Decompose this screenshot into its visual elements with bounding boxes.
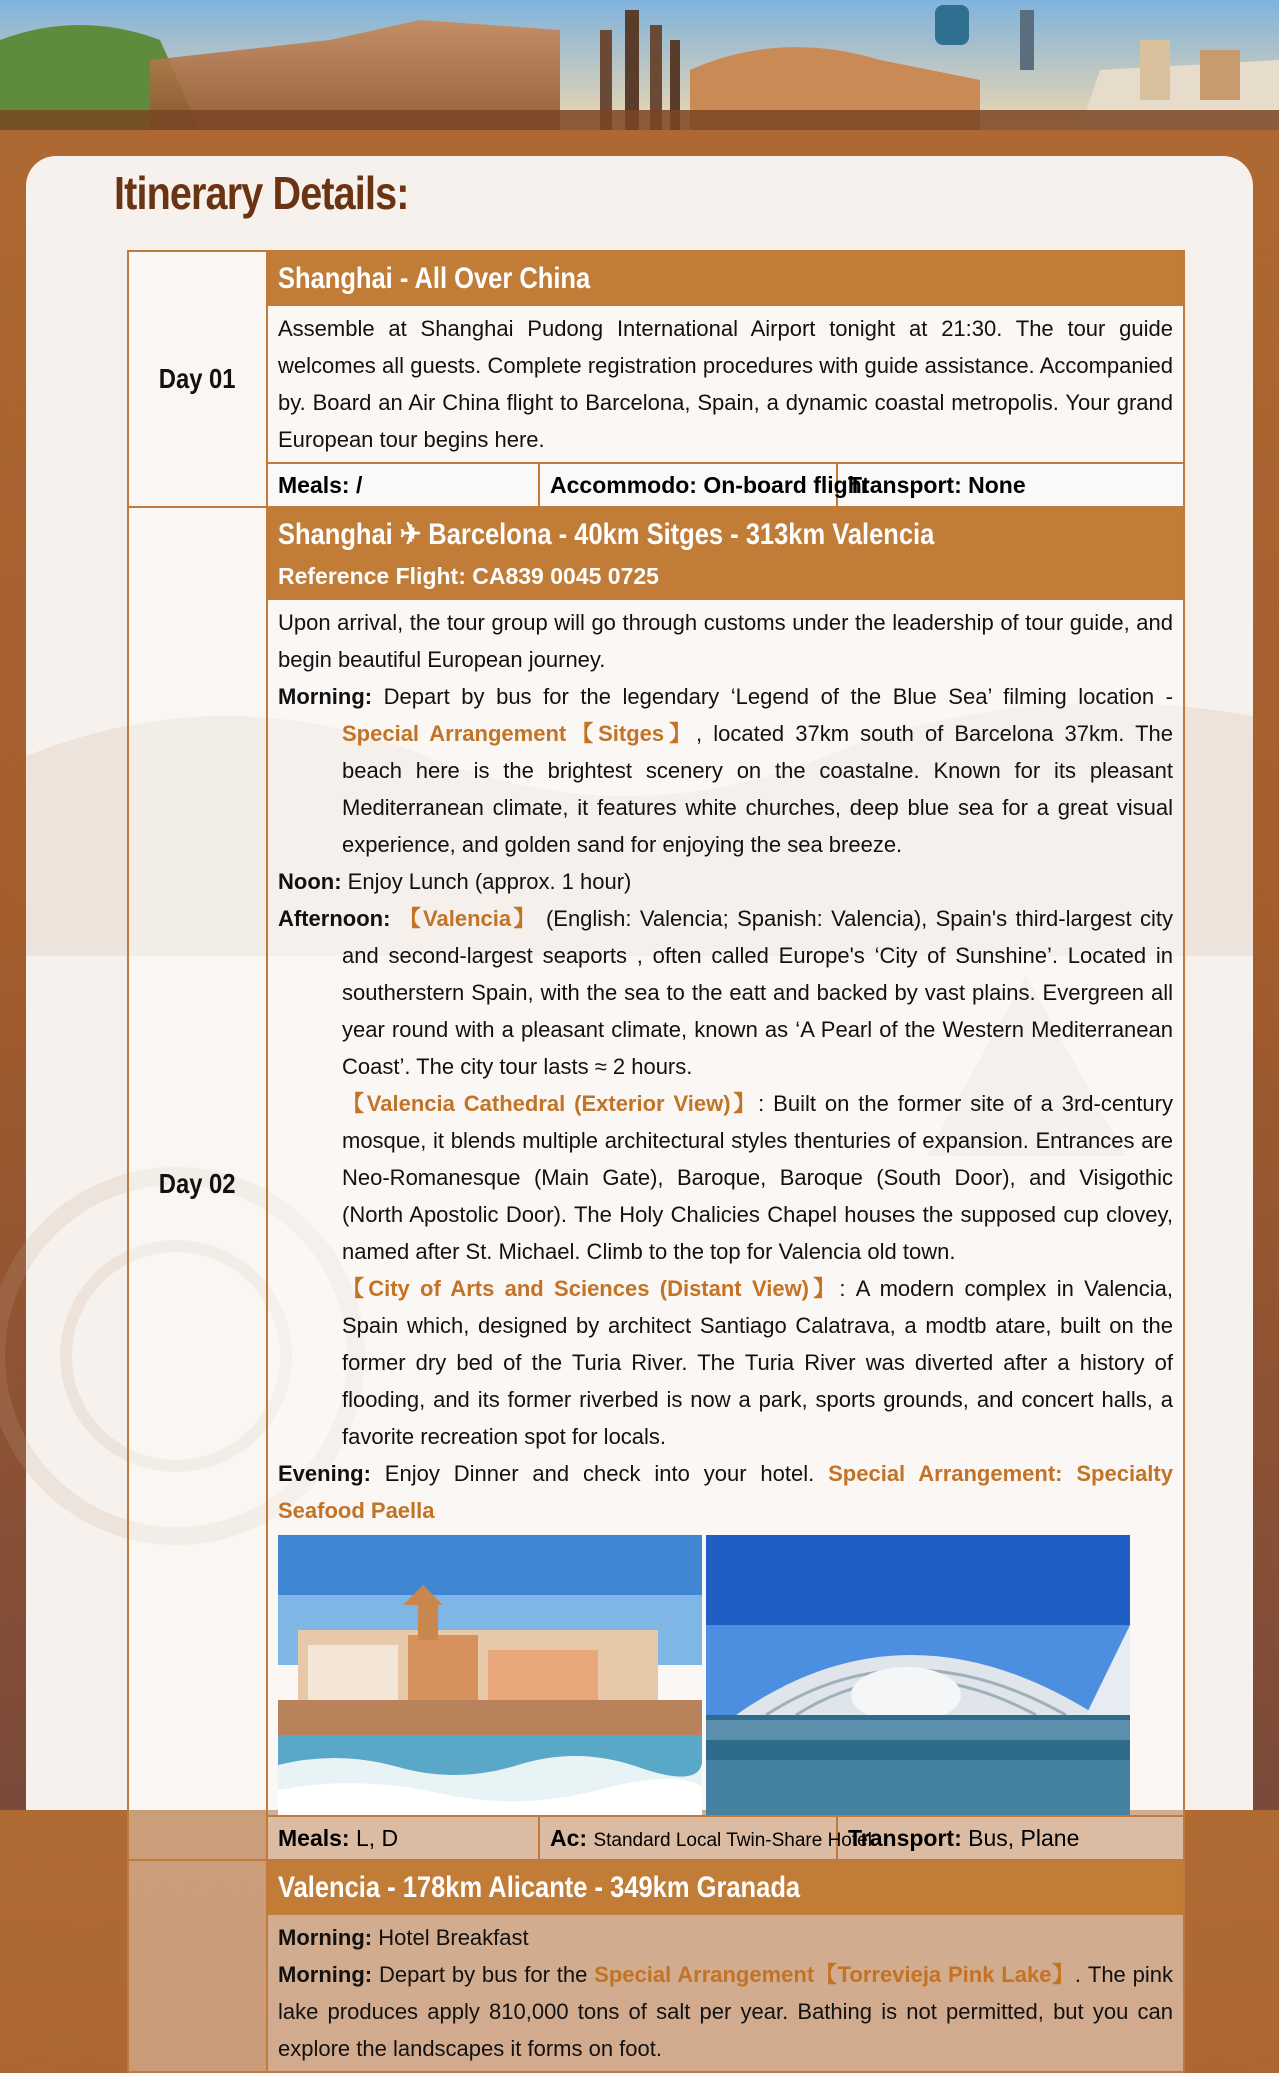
- day02-noon-paragraph: [278, 863, 1173, 900]
- day02-transport-label: Transport:: [848, 1825, 962, 1851]
- day03-content-cell: [267, 1860, 1184, 2072]
- day03-label-cell: [128, 1860, 267, 2072]
- day02-evening-text: Enjoy Dinner and check into your hotel.: [384, 1461, 815, 1486]
- day02-accommodation-label: Ac:: [550, 1825, 588, 1851]
- day02-noon-text: Enjoy Lunch (approx. 1 hour): [347, 869, 632, 894]
- day03-heading: Valencia - 178km Alicante - 349km Granada: [278, 1871, 801, 1904]
- day01-description-block: [268, 306, 1183, 462]
- day02-afternoon-highlight: 【Valencia】: [398, 906, 538, 931]
- day03-morning2-highlight: Special Arrangement【Torrevieja Pink Lake】: [594, 1962, 1075, 1987]
- day02-description-block: [268, 600, 1183, 1533]
- day02-flight: Reference Flight: CA839 0045 0725: [278, 563, 659, 589]
- day02-accommodation-cell: [540, 1817, 872, 1859]
- day02-transport-value: Bus, Plane: [968, 1825, 1080, 1851]
- day02-label-cell: [128, 507, 267, 1860]
- day02-evening-label: Evening:: [278, 1461, 371, 1486]
- day03-morning2-rest: . The pink lake produces apply 810,000 tons of salt per year. Bathing is not permitted, but you can explore the landscapes it forms on foot.: [278, 1962, 1173, 2061]
- day01-row: [128, 251, 1184, 507]
- day01-description: Assemble at Shanghai Pudong International Airport tonight at 21:30. The tour guide welcomes all guests. Complete registration procedures with guide assistance. Accompanied by. Board an Air China flight to Barcelona, Spain, a dynamic coastal metropolis. Your grand European tour begins here.: [278, 316, 1173, 452]
- day03-morning1-text: Hotel Breakfast: [378, 1925, 529, 1950]
- day01-label-cell: [128, 251, 267, 507]
- day02-cathedral-paragraph: [278, 1085, 1173, 1270]
- day02-morning-paragraph: [278, 678, 1173, 863]
- day02-morning-label: Morning:: [278, 684, 373, 709]
- day02-evening-highlight: Special Arrangement: Specialty Seafood Paella: [278, 1461, 1173, 1523]
- day02-meals-cell: [268, 1817, 540, 1859]
- day02-arts-highlight: 【City of Arts and Sciences (Distant View)】: [342, 1276, 840, 1301]
- city-skyline-banner-image: [0, 0, 1279, 130]
- itinerary-table: [127, 250, 1185, 2073]
- day02-intro: Upon arrival, the tour group will go through customs under the leadership of tour guide, and begin beautiful European journey.: [278, 610, 1173, 672]
- day02-meals-value: L, D: [355, 1825, 399, 1851]
- itinerary-card: [26, 156, 1253, 2061]
- day02-info-row: [268, 1815, 1183, 1859]
- day02-morning-text: Depart by bus for the legendary ‘Legend of the Blue Sea’ filming location -: [383, 684, 1173, 709]
- day02-cathedral-text: : Built on the former site of a 3rd-century mosque, it blends multiple architectural styles thenturies of expansion. Entrances are Neo-Romanesque (Main Gate), Baroque, Baroque (South Door), and Visigothic (North Apostolic Door). The Holy Chalicies Chapel houses the supposed cup clovey, named after St. Michael. Climb to the top for Valencia old town.: [342, 1091, 1173, 1264]
- page-title: Itinerary Details:: [114, 167, 409, 219]
- day02-content-cell: [267, 507, 1184, 1860]
- day01-accommodation: Accommodo: On-board flight: [540, 464, 838, 506]
- day03-morning1-label: Morning:: [278, 1925, 373, 1950]
- day02-afternoon-text: (English: Valencia; Spanish: Valencia), Spain's third-largest city and second-largest seaports , often called Europe's ‘City of Sunshine’. Located in southerstern Spain, with the sea to the eatt and backed by vast plains. Evergreen all year round with a pleasant climate, known as ‘A Pearl of the Western Mediterranean Coast’. The city tour lasts ≈ 2 hours.: [342, 906, 1173, 1079]
- day02-heading: Shanghai ✈ Barcelona - 40km Sitges - 313km Valencia: [278, 518, 935, 551]
- day02-morning-highlight: Special Arrangement【Sitges】: [342, 721, 697, 746]
- day02-accommodation-value: Standard Local Twin-Share Hotel: [593, 1830, 872, 1851]
- day02-arts-paragraph: [278, 1270, 1173, 1455]
- day01-meals: Meals: /: [268, 464, 540, 506]
- day02-cathedral-highlight: 【Valencia Cathedral (Exterior View)】: [342, 1091, 759, 1116]
- day02-label: Day 02: [159, 1167, 236, 1199]
- day02-flight-bar: [268, 562, 1183, 600]
- day02-transport-cell: [838, 1817, 1183, 1859]
- day01-heading-bar: [268, 252, 1183, 306]
- day02-meals-label: Meals:: [278, 1825, 350, 1851]
- day03-morning2-paragraph: [278, 1956, 1173, 2067]
- day01-info-row: [268, 462, 1183, 506]
- day02-row: [128, 507, 1184, 1860]
- day02-arts-text: : A modern complex in Valencia, Spain which, designed by architect Santiago Calatrava, a modtb atare, built on the former dry bed of the Turia River. The Turia River was diverted after a history of flooding, and its former riverbed is now a park, sports grounds, and concert halls, a favorite recreation spot for locals.: [342, 1276, 1173, 1449]
- sitges-beach-photo: [278, 1535, 702, 1815]
- day01-transport: Transport: None: [848, 472, 1026, 498]
- day02-afternoon-label: Afternoon:: [278, 906, 391, 931]
- city-of-arts-and-sciences-photo: [706, 1535, 1130, 1815]
- day02-heading-bar: [268, 508, 1183, 562]
- day03-heading-bar: [268, 1861, 1183, 1915]
- day02-morning-rest: , located 37km south of Barcelona 37km. The beach here is the brightest scenery on the coastalne. Known for its pleasant Mediterranean climate, it features white churches, deep blue sea for a great visual experience, and golden sand for enjoying the sea breeze.: [342, 721, 1173, 857]
- day02-afternoon-paragraph: [278, 900, 1173, 1085]
- day02-noon-label: Noon:: [278, 869, 342, 894]
- day01-content-cell: [267, 251, 1184, 507]
- day03-row: [128, 1860, 1184, 2072]
- day01-heading: Shanghai - All Over China: [278, 262, 591, 295]
- day03-morning2-label: Morning:: [278, 1962, 373, 1987]
- day02-photo-strip: [268, 1533, 1183, 1815]
- day02-evening-paragraph: [278, 1455, 1173, 1529]
- day03-morning1-paragraph: [278, 1919, 1173, 1956]
- day03-morning2-text: Depart by bus for the: [378, 1962, 595, 1987]
- day01-label: Day 01: [159, 363, 236, 394]
- header-banner: [0, 0, 1279, 130]
- day03-description-block: [268, 1915, 1183, 2071]
